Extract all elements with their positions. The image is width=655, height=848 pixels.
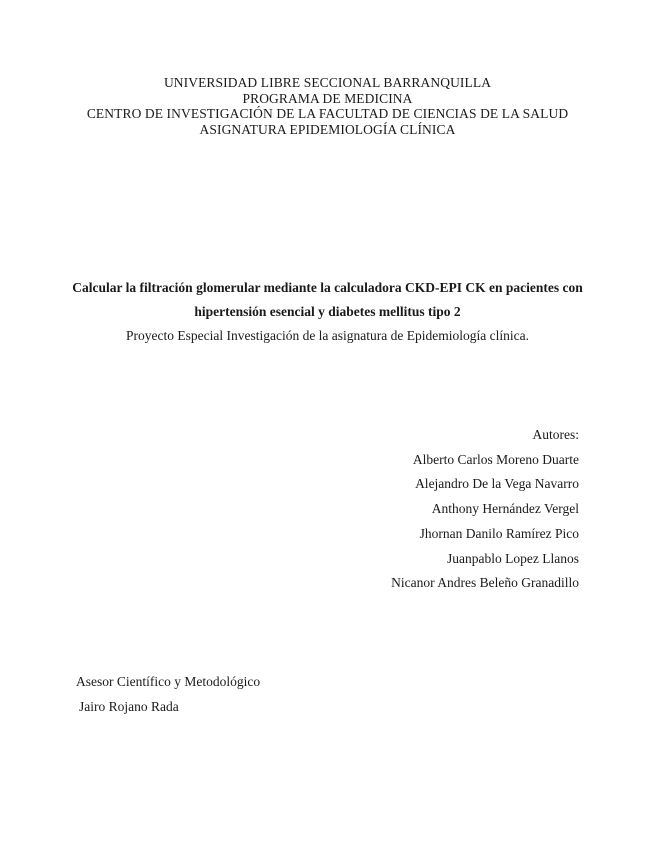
author-name: Juanpablo Lopez Llanos	[447, 550, 579, 566]
title-block	[0, 276, 655, 348]
authors-label: Autores:	[532, 427, 579, 442]
course-name: ASIGNATURA EPIDEMIOLOGÍA CLÍNICA	[199, 121, 456, 137]
author-name: Anthony Hernández Vergel	[431, 501, 579, 517]
document-subtitle: Proyecto Especial Investigación de la asignatura de Epidemiología clínica.	[126, 328, 529, 343]
research-center-name: CENTRO DE INVESTIGACIÓN DE LA FACULTAD DE CIENCIAS DE LA SALUD	[86, 106, 569, 121]
institution-header	[0, 75, 655, 137]
advisor-label: Asesor Científico y Metodológico	[76, 674, 261, 689]
advisor-block	[76, 670, 260, 719]
document-title-line-1: Calcular la filtración glomerular mediante la calculadora CKD-EPI CK en pacientes con	[72, 280, 583, 295]
university-name: UNIVERSIDAD LIBRE SECCIONAL BARRANQUILLA	[163, 75, 492, 90]
advisor-name: Jairo Rojano Rada	[79, 698, 179, 714]
author-name: Alejandro De la Vega Navarro	[415, 476, 579, 492]
author-name: Alberto Carlos Moreno Duarte	[412, 451, 579, 467]
document-title-line-2: hipertensión esencial y diabetes mellitus tipo 2	[194, 304, 461, 319]
authors-block	[391, 423, 579, 596]
author-name: Jhornan Danilo Ramírez Pico	[419, 525, 579, 541]
program-name: PROGRAMA DE MEDICINA	[242, 90, 413, 106]
author-name: Nicanor Andres Beleño Granadillo	[391, 575, 579, 591]
